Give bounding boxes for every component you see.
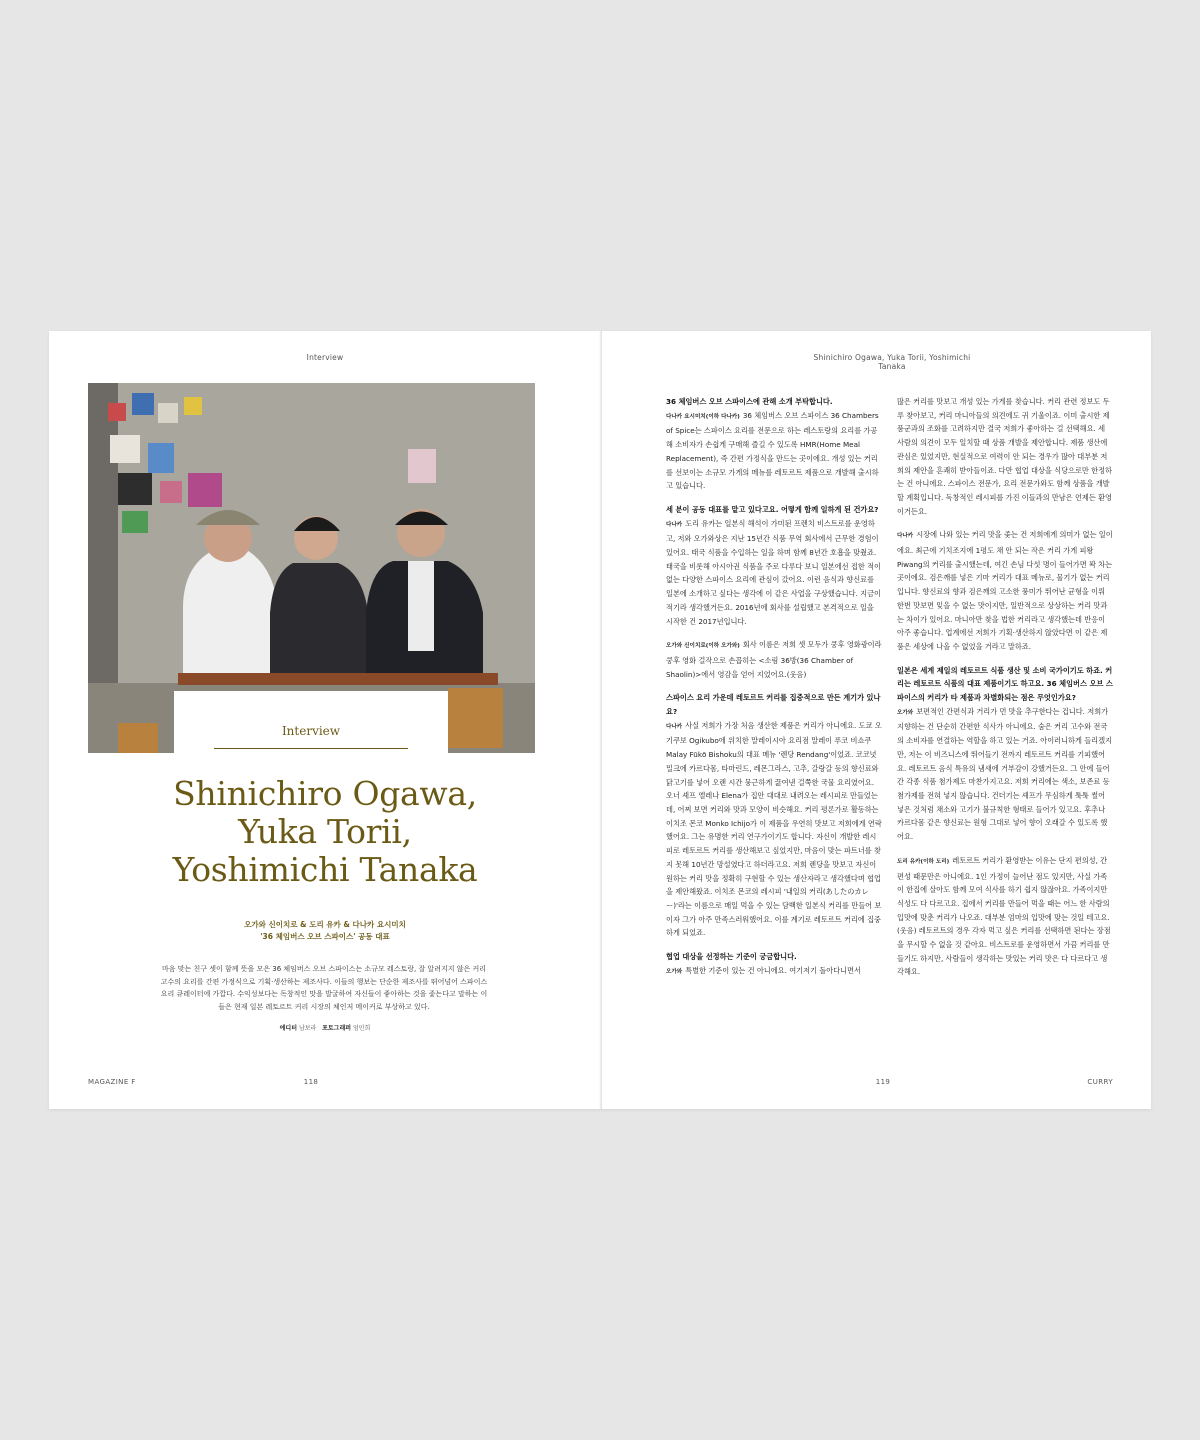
magazine-spread — [49, 331, 1151, 1109]
label-rule — [214, 748, 408, 749]
interview-answer — [666, 719, 882, 940]
right-page — [602, 331, 1151, 1109]
title-line: Yuka Torii, — [238, 812, 412, 851]
credit-photo-role: 포토그래퍼 — [322, 1025, 352, 1032]
folio-section: CURRY — [1087, 1078, 1113, 1086]
interview-answer — [666, 409, 882, 493]
answer-text: 특별한 기준이 있는 건 아니에요. 여기저기 돌아다니면서 — [685, 965, 861, 975]
interview-question: 스파이스 요리 가운데 레토르트 커리를 집중적으로 만든 계기가 있나요? — [666, 693, 881, 717]
paragraph-gap — [666, 493, 882, 503]
interview-question: 세 분이 공동 대표를 맡고 있다고요. 어떻게 함께 일하게 된 건가요? — [666, 504, 879, 514]
subtitle-line: '36 체임버스 오브 스파이스' 공동 대표 — [260, 932, 390, 941]
subtitle-line: 오가와 신이치로 & 도리 유카 & 다나카 요시미치 — [244, 920, 406, 929]
interview-answer — [666, 517, 882, 629]
running-head-left: Interview — [306, 353, 344, 362]
paragraph-gap — [666, 628, 882, 638]
body-paragraph: 많은 커리를 맛보고 개성 있는 가게를 찾습니다. 커리 관련 정보도 두루 찾아보고, 커리 마니아들의 의견에도 귀 기울이죠. 이미 출시한 제품군과의 조화를 고려하지만 결국 저희가 좋아하는 걸 선택해요. 세 사람의 의견이 모두 일치할 때 상품 개발을 제안합니다. 제품 생산에 관심은 있었지만, 현실적으로 여력이 안 되는 경우가 많아 대부분 저희의 제안을 흔쾌히 받아들이죠. 다만 협업 대상을 식당으로만 한정하는 건 아니에요. 스파이스 전문가, 요리 전문가와도 함께 상품을 개발할 계획입니다. 독창적인 레시피를 가진 이들과의 만남은 언제든 환영이거든요. — [897, 397, 1112, 516]
left-page — [49, 331, 601, 1109]
answer-text: 도리 유카는 일본식 해석이 가미된 프렌치 비스트로를 운영하고, 저와 오가와상은 지난 15년간 식품 무역 회사에서 근무한 경험이 있어요. 태국 식품을 수입하는 일을 하며 함께 8년간 호흡을 맞췄죠. 태국을 비롯해 아시아권 식품을 주로 다루다 보니 일본에선 접한 적이 없는 다양한 스파이스 요리에 관심이 갔어요. 이런 음식과 향신료를 일본에 소개하고 싶다는 생각에 이 같은 사업을 구상했습니다. 지금이 적기라 생각했거든요. 2016년에 회사를 설립했고 본격적으로 일을 시작한 건 2017년입니다. — [666, 518, 881, 626]
paragraph-gap — [897, 844, 1113, 854]
credit-editor-role: 에디터 — [279, 1025, 298, 1032]
answer-text: 사실 저희가 가장 처음 생산한 제품은 커리가 아니에요. 도쿄 오기쿠보 Ogikubo에 위치한 말레이시아 요리점 말레이 푸코 비쇼쿠 Malay Fūkō Bishoku의 대표 메뉴 '렌당 Rendang'이었죠. 코코넛 밀크에 카르다몸, 타마린드, 레몬그라스, 고추, 갈랑갈 등의 향신료와 닭고기를 넣어 오랜 시간 뭉근하게 끓여낸 걸쭉한 국물 요리였어요. 오너 셰프 엘레나 Elena가 집안 대대로 내려오는 레시피로 만들었는데, 어찌 보면 커리와 맛과 모양이 비슷해요. 커리 평론가로 활동하는 이치조 몬코 Monko Ichijo가 이 제품을 우연히 맛보고 저희에게 연락했어요. 그는 유명한 커리 연구가이기도 합니다. 자신이 개발한 레시피로 레토르트 커리를 생산해보고 싶었지만, 마음이 맞는 파트너를 찾지 못해 10년간 망설였다고 하더라고요. 저희 렌당을 맛보고 자신이 원하는 커리 맛을 정확히 구현할 수 있는 생산자라고 생각했다며 협업을 제안해왔죠. 이치조 몬코의 레시피 '내일의 커리(あしたのカレー)'라는 이름으로 매일 먹을 수 있는 담백한 일본식 커리를 만들어 보이자 그가 아주 만족스러워했어요. 이를 계기로 레토르트 커리에 집중하게 되었죠. — [666, 720, 882, 938]
credits — [49, 1023, 601, 1032]
page-number-left: 118 — [303, 1078, 319, 1086]
interview-label-box — [174, 691, 448, 753]
answer-text: 레토르트 커리가 환영받는 이유는 단지 편의성, 간편성 때문만은 아니에요. 1인 가정이 늘어난 점도 있지만, 사실 가족이 한집에 살아도 함께 모여 식사를 하기 쉽지 않잖아요. 가족이지만 식성도 다 다르고요. 집에서 커리를 만들어 먹을 때는 어느 한 사람의 입맛에 맞춘 커리가 나오죠. 대부분 엄마의 입맛에 맞는 것일 테고요.(웃음) 레토르트의 경우 각자 먹고 싶은 커리를 선택하면 된다는 장점을 무시할 수 없을 것 같아요. 비스트로를 운영하면서 가끔 커리를 만들기도 하지만, 사람들이 생각하는 맛있는 커리 맛은 다 다르다고 생각해요. — [897, 855, 1111, 977]
interview-answer — [666, 964, 882, 980]
page-number-right: 119 — [875, 1078, 891, 1086]
paragraph-gap — [897, 654, 1113, 664]
speaker-label: 다나카 — [666, 723, 683, 730]
interview-answer — [897, 854, 1113, 979]
article-title — [49, 775, 601, 889]
interview-label: Interview — [281, 724, 341, 738]
speaker-label: 도리 유카(이하 도리) — [897, 858, 950, 865]
speaker-label: 다나카 — [666, 521, 683, 528]
interview-question: 36 체임버스 오브 스파이스에 관해 소개 부탁합니다. — [666, 397, 833, 406]
text-column-1 — [666, 395, 882, 979]
speaker-label: 오가와 — [666, 968, 683, 975]
folio-magazine: MAGAZINE F — [88, 1078, 136, 1086]
answer-text: 시장에 나와 있는 커리 맛을 좇는 건 저희에게 의미가 없는 일이에요. 최근에 기치조지에 1평도 채 안 되는 작은 커리 가게 피왕 Piwang의 커리를 출시했는데, 여긴 손님 다섯 명이 들어가면 꽉 차는 곳이에요. 검은깨를 넣은 기마 커리가 대표 메뉴로, 물기가 없는 커리입니다. 향신료의 향과 검은깨의 고소한 풍미가 뛰어난 균형을 이뤄 한번 맛보면 잊을 수 없는 맛이지만, 일반적으로 상상하는 커리 맛과는 차이가 있어요. 마니아만 찾을 법한 커리라고 생각했는데 반응이 아주 좋습니다. 업계에선 저희가 기획·생산하지 않았다면 이 같은 제품은 세상에 나올 수 없었을 거라고 말하죠. — [897, 530, 1113, 651]
title-line: Shinichiro Ogawa, — [173, 774, 477, 813]
speaker-label: 다나카 요시미치(이하 다나카) — [666, 413, 740, 420]
answer-text: 36 체임버스 오브 스파이스 36 Chambers of Spice는 스파이스 요리를 전문으로 하는 레스토랑의 요리를 가공해 소비자가 손쉽게 구매해 즐길 수 있도록 HMR(Home Meal Replacement), 즉 간편 가정식을 만드는 곳이에요. 개성 있는 커리를 선보이는 소규모 가게의 메뉴를 레토르트 제품으로 개발해 출시하고 있습니다. — [666, 410, 879, 491]
text-column-2 — [897, 395, 1113, 979]
credit-photographer: 엄민희 — [352, 1025, 371, 1032]
interview-question: 일본은 세계 제일의 레토르트 식품 생산 및 소비 국가이기도 하죠. 커리는 레토르트 식품의 대표 제품이기도 하고요. 36 체임버스 오브 스파이스의 커리가 타 제품과 차별화되는 점은 무엇인가요? — [897, 665, 1113, 703]
interview-question: 협업 대상을 선정하는 기준이 궁금합니다. — [666, 952, 797, 962]
answer-text: 보편적인 간편식과 거리가 먼 맛을 추구한다는 겁니다. 저희가 지향하는 건 단순히 간편한 식사가 아니에요. 숨은 커리 고수와 전국의 소비자를 연결하는 역할을 하고 있는 거죠. 아이러니하게 들리겠지만, 저는 이 비즈니스에 뛰어들기 전까지 레토르트 커리를 기피했어요. 레토르트 음식 특유의 냄새에 거부감이 강했거든요. 그 안에 들어간 각종 식품 첨가제도 마찬가지고요. 저희 커리에는 색소, 보존료 등 첨가제를 전혀 넣지 않습니다. 건더기는 셰프가 무심하게 툭툭 썰어 넣은 것처럼 채소와 고기가 불규칙한 형태로 들어가 있고요. 후추나 카르다몸 같은 향신료는 원형 그대로 넣어 향이 오래갈 수 있도록 했어요. — [897, 706, 1112, 842]
interview-answer — [666, 638, 882, 681]
paragraph-gap — [666, 940, 882, 950]
answer-text: 회사 이름은 저희 셋 모두가 쿵후 영화광이라 쿵후 영화 걸작으로 손꼽히는 <소림 36방(36 Chamber of Shaolin)>에서 영감을 얻어 지었어요.(웃음) — [666, 640, 882, 679]
paragraph-gap — [666, 681, 882, 691]
speaker-label: 오가와 신이치로(이하 오가와) — [666, 643, 740, 650]
article-subtitle — [49, 919, 601, 943]
speaker-label: 오가와 — [897, 709, 914, 716]
credit-editor: 남보라 — [298, 1025, 317, 1032]
paragraph-gap — [897, 518, 1113, 528]
interview-answer — [897, 528, 1113, 653]
running-head-right: Shinichiro Ogawa, Yuka Torii, Yoshimichi Tanaka — [813, 353, 971, 371]
title-line: Yoshimichi Tanaka — [172, 850, 478, 889]
intro-paragraph: 마음 맞는 친구 셋이 함께 뜻을 모은 36 체임버스 오브 스파이스는 소규모 레스토랑, 잘 알려지지 않은 커리 고수의 요리를 간편 가정식으로 기획·생산하는 제조사다. 이들의 행보는 단순한 제조사를 뛰어넘어 스파이스 요리 큐레이터에 가깝다. 수익성보다는 독창적인 맛을 발굴하여 자신들이 좋아하는 것을 좇는다고 말하는 이들은 현재 일본 레토르트 커리 시장의 체인저 메이커로 부상하고 있다. — [160, 965, 488, 1011]
speaker-label: 다나카 — [897, 533, 914, 540]
interview-answer — [897, 705, 1113, 844]
